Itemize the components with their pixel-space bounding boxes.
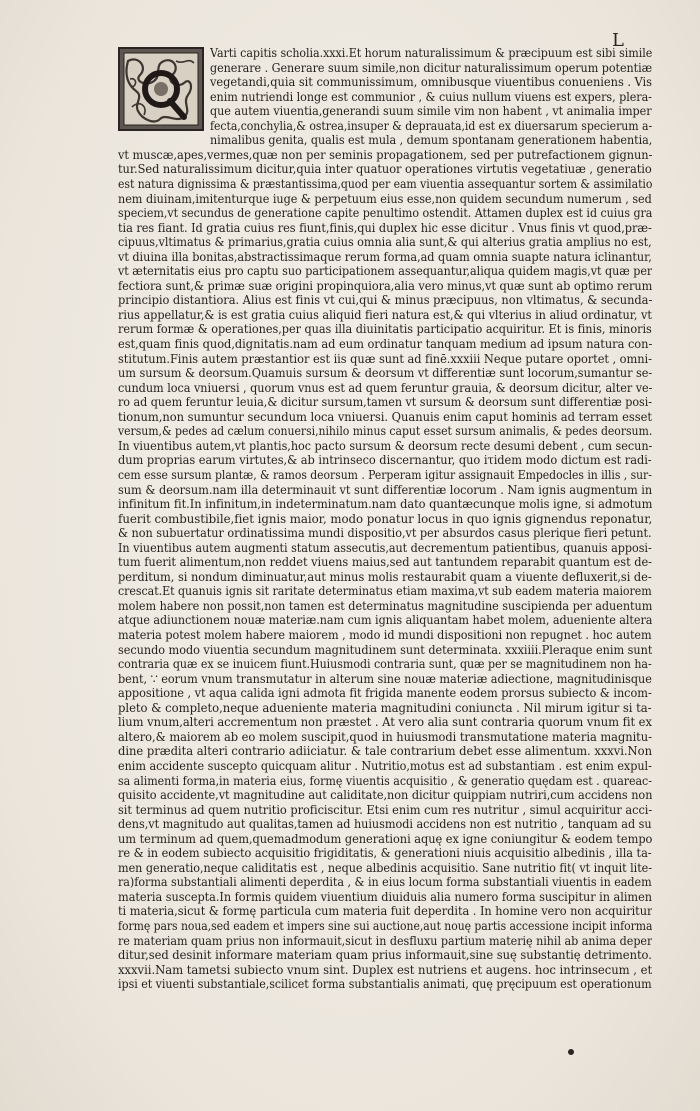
text-line: ra)forma substantiali alimenti deperdita , & in eius locum forma substantiali viuentis in eadem <box>118 875 652 890</box>
text-line: vt muscæ,apes,vermes,quæ non per seminis propagationem, sed per putrefactionem gignun- <box>118 147 653 162</box>
folio-number: L <box>612 30 625 51</box>
text-line: atque adiunctionem nouæ materiæ.nam cum ignis aliquantam habet molem, adueniente altera <box>118 613 652 628</box>
text-line: stitutum.Finis autem præstantior est iis quæ sunt ad finē.xxxiii Neque putare oportet , omni- <box>118 351 652 366</box>
text-line: appositione , vt aqua calida igni admota fit frigida manente eodem prorsus subiecto & incom- <box>118 686 652 701</box>
text-line: fuerit combustibile,fiet ignis maior, modo ponatur locus in quo ignis gignendus reponatur, <box>118 511 652 526</box>
text-line: principio distantiora. Alius est finis vt cui,qui & minus præcipuus, non vltimatus, & secunda- <box>118 293 652 308</box>
text-line: contraria quæ ex se inuicem fiunt.Huiusmodi contraria sunt, quæ per se magnitudinem non ha- <box>118 657 652 672</box>
text-line: tum fuerit alimentum,non reddet viuens maius,sed aut tantundem reparabit quantum est de- <box>118 555 652 570</box>
text-line: tur.Sed naturalissimum dicitur,quia inter quatuor operationes virtutis vegetatiuæ , generatio <box>118 162 652 177</box>
text-line: men generatio,neque caliditatis est , neque albedinis acquisitio. Sane nutritio fit( vt inquit lite- <box>118 860 652 875</box>
text-line: bent, ∵ eorum vnum transmutatur in alterum sine nouæ materiæ adiectione, magnitudinisque <box>118 671 652 686</box>
text-line: dum proprias earum virtutes,& ab intrinseco discernantur, quo iτidem modo dictum est radi- <box>118 453 652 468</box>
text-line: rius appellatur,& is est gratia cuius aliquid fieri natura est,& qui vlterius in aliud ordinatur, vt <box>118 307 652 322</box>
text-line: formę pars noua,sed eadem et impers sine sui auctione,aut nouę partis accessione incipit informa <box>118 919 653 933</box>
text-line: fecta,conchylia,& ostrea,insuper & deprauata,id est ex diuersarum specierum a- <box>210 118 653 133</box>
text-line: que autem viuentia,generandi suum simile vim non habent , vt animalia imper <box>210 104 652 119</box>
text-line: dens,vt magnitudo aut qualitas,tamen ad huiusmodi accidens non est nutritio , tanquam ad su <box>118 817 652 832</box>
text-line: um terminum ad quem,quemadmodum generationi aquę ex igne coniungitur & eodem tempo <box>118 831 653 846</box>
text-line: infinitum fit.In infinitum,in indeterminatum.nam dato quantæcunque molis igne, si admotum <box>118 497 653 512</box>
text-line: dine prædita alteri contrario adiiciatur. & tale contrarium debet esse alimentum. xxxvi.Non <box>118 744 652 759</box>
text-line: tia res fiant. Id gratia cuius res fiunt,finis,qui duplex hic esse dicitur . Vnus finis vt quod,præ- <box>118 220 652 235</box>
text-line: crescat.Et quanuis ignis sit raritate determinatus etiam maxima,vt sub eadem materia maiorem <box>118 584 652 599</box>
text-line: lium vnum,alteri accrementum non præstet . At vero alia sunt contraria quorum vnum fit ex <box>118 715 652 730</box>
text-line: pleto & completo,neque adueniente materia magnitudini coniuncta . Nil mirum igitur si ta- <box>118 700 652 715</box>
text-line: re & in eodem subiecto acquisitio frigiditatis, & generationi niuis acquisitio albedinis , illa ta- <box>118 846 652 861</box>
text-line: re materiam quam prius non informauit,sicut in desfluxu partium materię nihil ab anima deper <box>118 933 653 948</box>
text-line: vegetandi,quia sit communissimum, omnibusque viuentibus conueniens . Vis <box>210 75 652 90</box>
text-line: molem habere non possit,non tamen est determinatus magnitudine suscipienda per aduentum <box>118 598 653 613</box>
text-line: cem esse sursum plantæ, & ramos deorsum . Perperam igitur assignauit Empedocles in illis , sur- <box>118 467 652 482</box>
text-line: sit terminus ad quem nutritio proficiscitur. Etsi enim cum res nutritur , simul acquiritur acci- <box>118 802 653 817</box>
text-line: ditur,sed desinit informare materiam quam prius informauit,sine suę substantię detrimento. <box>118 948 652 963</box>
signature-mark <box>568 1049 574 1055</box>
text-line: In viuentibus autem augmenti statum assecutis,aut decrementum patientibus, quanuis apposi- <box>118 540 652 555</box>
text-line: sum & deorsum.nam illa determinauit vt sunt differentiæ locorum . Nam ignis augmentum in <box>118 482 653 497</box>
text-line: tionum,non sumuntur secundum loca vniuersi. Quanuis enim caput hominis ad terram esset <box>118 409 652 424</box>
text-line: est,quam finis quod,dignitatis.nam ad eum ordinatur tanquam medium ad ipsum natura con- <box>118 337 652 351</box>
text-line: fectiora sunt,& primæ suæ origini propinquiora,alia vero minus,vt quæ sunt ab optimo rerum <box>118 278 653 293</box>
text-line: est natura dignissima & præstantissima,quod per eam viuentia assequantur sortem & assimilatio <box>118 176 653 191</box>
text-line: cipuus,vltimatus & primarius,gratia cuius omnia alia sunt,& qui alterius gratia amplius no est, <box>118 235 652 250</box>
text-line: In viuentibus autem,vt plantis,hoc pacto sursum & deorsum recte desumi debent , cum secun- <box>118 438 653 453</box>
text-line: cundum loca vniuersi , quorum vnus est ad quem feruntur grauia, & deorsum dicitur, alter ve- <box>118 380 653 395</box>
text-line: perditum, si nondum diminuatur,aut minus molis restaurabit quam a viuente defluxerit,si de- <box>118 569 652 584</box>
text-line: Varti capitis scholia.xxxi.Et horum naturalissimum & præcipuum est sibi simile <box>210 46 652 60</box>
text-line: vt æternitatis eius pro captu suo participationem assequantur,aliqua quidem magis,vt quæ per <box>118 264 652 279</box>
text-line: ro ad quem feruntur leuia,& dicitur sursum,tamen vt sursum & deorsum sunt differentiæ posi- <box>118 395 652 410</box>
text-line: vt diuina illa bonitas,abstractissimaque rerum forma,ad quam omnia suapte natura iclinantur, <box>118 249 652 264</box>
body-text <box>118 46 652 1046</box>
text-line: enim nutriendi longe est communior , & cuius nullum viuens est expers, plera- <box>210 89 652 104</box>
text-line: ti materia,sicut & formę particula cum materia fuit deperdita . In homine vero non acquiritur <box>118 904 653 919</box>
text-line: materia suscepta.In formis quidem viuentium diuiduis alia numero forma suscipitur in alimen <box>118 889 652 904</box>
text-line: materia potest molem habere maiorem , modo id mundi dispositioni non repugnet . hoc autem <box>118 628 652 642</box>
text-line: generare . Generare suum simile,non dicitur naturalissimum operum potentiæ <box>210 60 653 75</box>
text-line: enim accidente suscepto quicquam alitur . Nutritio,motus est ad substantiam . est enim expul- <box>118 758 652 773</box>
text-line: ipsi et viuenti substantiale,scilicet forma substantialis animati, quę pręcipuum est operationum <box>118 977 652 992</box>
text-line: altero,& maiorem ab eo molem suscipit,quod in huiusmodi transmutatione materia magnitu- <box>118 729 652 744</box>
text-line: nimalibus genita, qualis est mula , demum spontanam generationem habentia, <box>210 133 653 148</box>
text-line: secundo modo viuentia secundum magnitudinem sunt determinata. xxxiiii.Pleraque enim sunt <box>118 642 652 657</box>
text-line: & non subuertatur ordinatissima mundi dispositio,vt per absurdos casus plerique fieri petunt. <box>118 526 652 541</box>
text-line: quisito accidente,vt magnitudine aut caliditate,non dicitur quippiam nutriri,cum accidens non <box>118 788 652 803</box>
text-line: sa alimenti forma,in materia eius, formę viuentis acquisitio , & generatio quędam est . quareac- <box>118 773 652 788</box>
text-line: xxxvii.Nam tametsi subiecto vnum sint. Duplex est nutriens et augens. hoc intrinsecum , et <box>118 962 652 977</box>
text-line: versum,& pedes ad cælum conuersi,nihilo minus caput esset sursum animalis, & pedes deorsum. <box>118 424 652 439</box>
text-line: rerum formæ & operationes,per quas illa diuinitatis participatio acquiritur. Et is finis, minoris <box>118 322 652 337</box>
text-line: speciem,vt secundus de generatione capite penultimo ostendit. Attamen duplex est id cuius gra <box>118 206 652 221</box>
text-line: nem diuinam,imitenturque iuge & perpetuum eius esse,non quidem secundum numerum , sed <box>118 191 652 206</box>
text-line: um sursum & deorsum.Quamuis sursum & deorsum vt differentiæ sunt locorum,sumantur se- <box>118 366 652 381</box>
